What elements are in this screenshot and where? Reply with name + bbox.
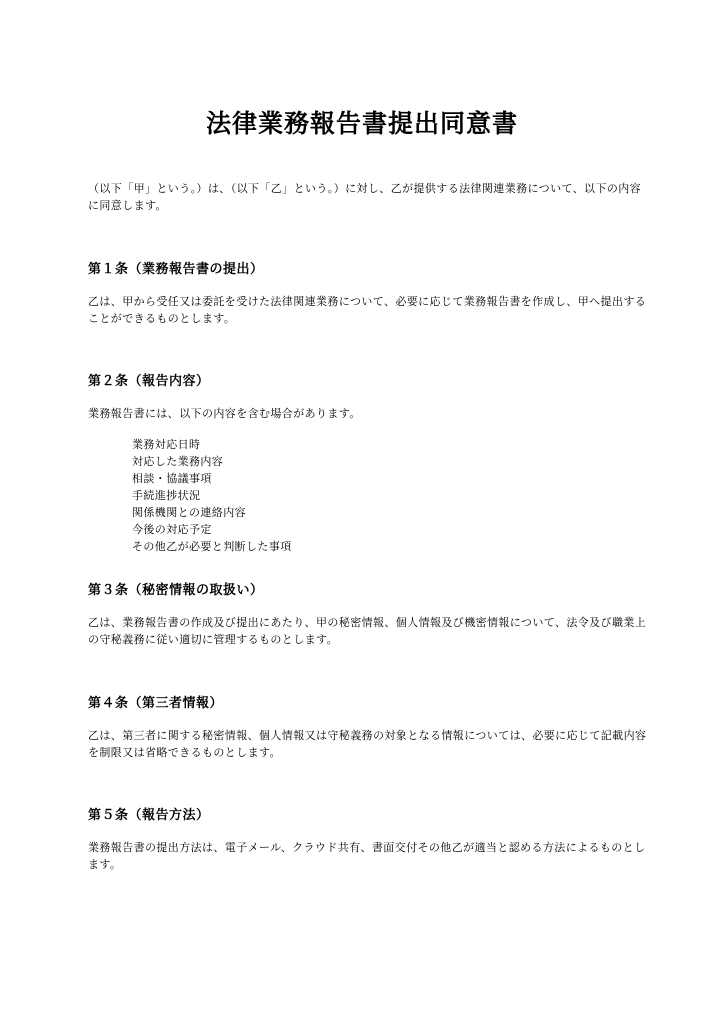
article-2 — [88, 373, 648, 555]
article-5 — [88, 807, 648, 873]
article-body: 業務報告書の提出方法は、電子メール、クラウド共有、書面交付その他乙が適当と認める方法によるものとします。 — [88, 841, 646, 871]
list-item: その他乙が必要と判断した事項 — [132, 540, 292, 553]
article-heading: 第５条（報告方法） — [88, 808, 210, 823]
list-item: 今後の対応予定 — [132, 523, 212, 536]
article-body: 乙は、第三者に関する秘密情報、個人情報又は守秘義務の対象となる情報については、必要に応じて記載内容を制限又は省略できるものとします。 — [88, 729, 647, 759]
article-heading: 第１条（業務報告書の提出） — [88, 262, 264, 277]
article-body: 乙は、甲から受任又は委託を受けた法律関連業務について、必要に応じて業務報告書を作成し、甲へ提出することができるものとします。 — [88, 295, 647, 325]
list-item: 関係機関との連絡内容 — [132, 506, 246, 519]
article-4 — [88, 695, 648, 761]
article-1 — [88, 261, 648, 327]
list-item: 手続進捗状況 — [132, 489, 201, 502]
list-item: 相談・協議事項 — [132, 472, 212, 485]
intro-paragraph: （以下「甲」という。）は、（以下「乙」という。）に対し、乙が提供する法律関連業務について、以下の内容に同意します。 — [88, 182, 642, 212]
article-heading: 第４条（第三者情報） — [88, 696, 224, 711]
list-item: 対応した業務内容 — [132, 455, 224, 468]
article-body: 業務報告書には、以下の内容を含む場合があります。 — [88, 407, 361, 420]
article-heading: 第３条（秘密情報の取扱い） — [88, 583, 264, 598]
article-3 — [88, 582, 648, 648]
document-title: 法律業務報告書提出同意書 — [205, 109, 518, 138]
article-heading: 第２条（報告内容） — [88, 374, 210, 389]
list-item: 業務対応日時 — [132, 438, 201, 451]
article-body: 乙は、業務報告書の作成及び提出にあたり、甲の秘密情報、個人情報及び機密情報について、法令及び職業上の守秘義務に従い適切に管理するものとします。 — [88, 616, 647, 646]
report-content-list — [88, 436, 648, 555]
